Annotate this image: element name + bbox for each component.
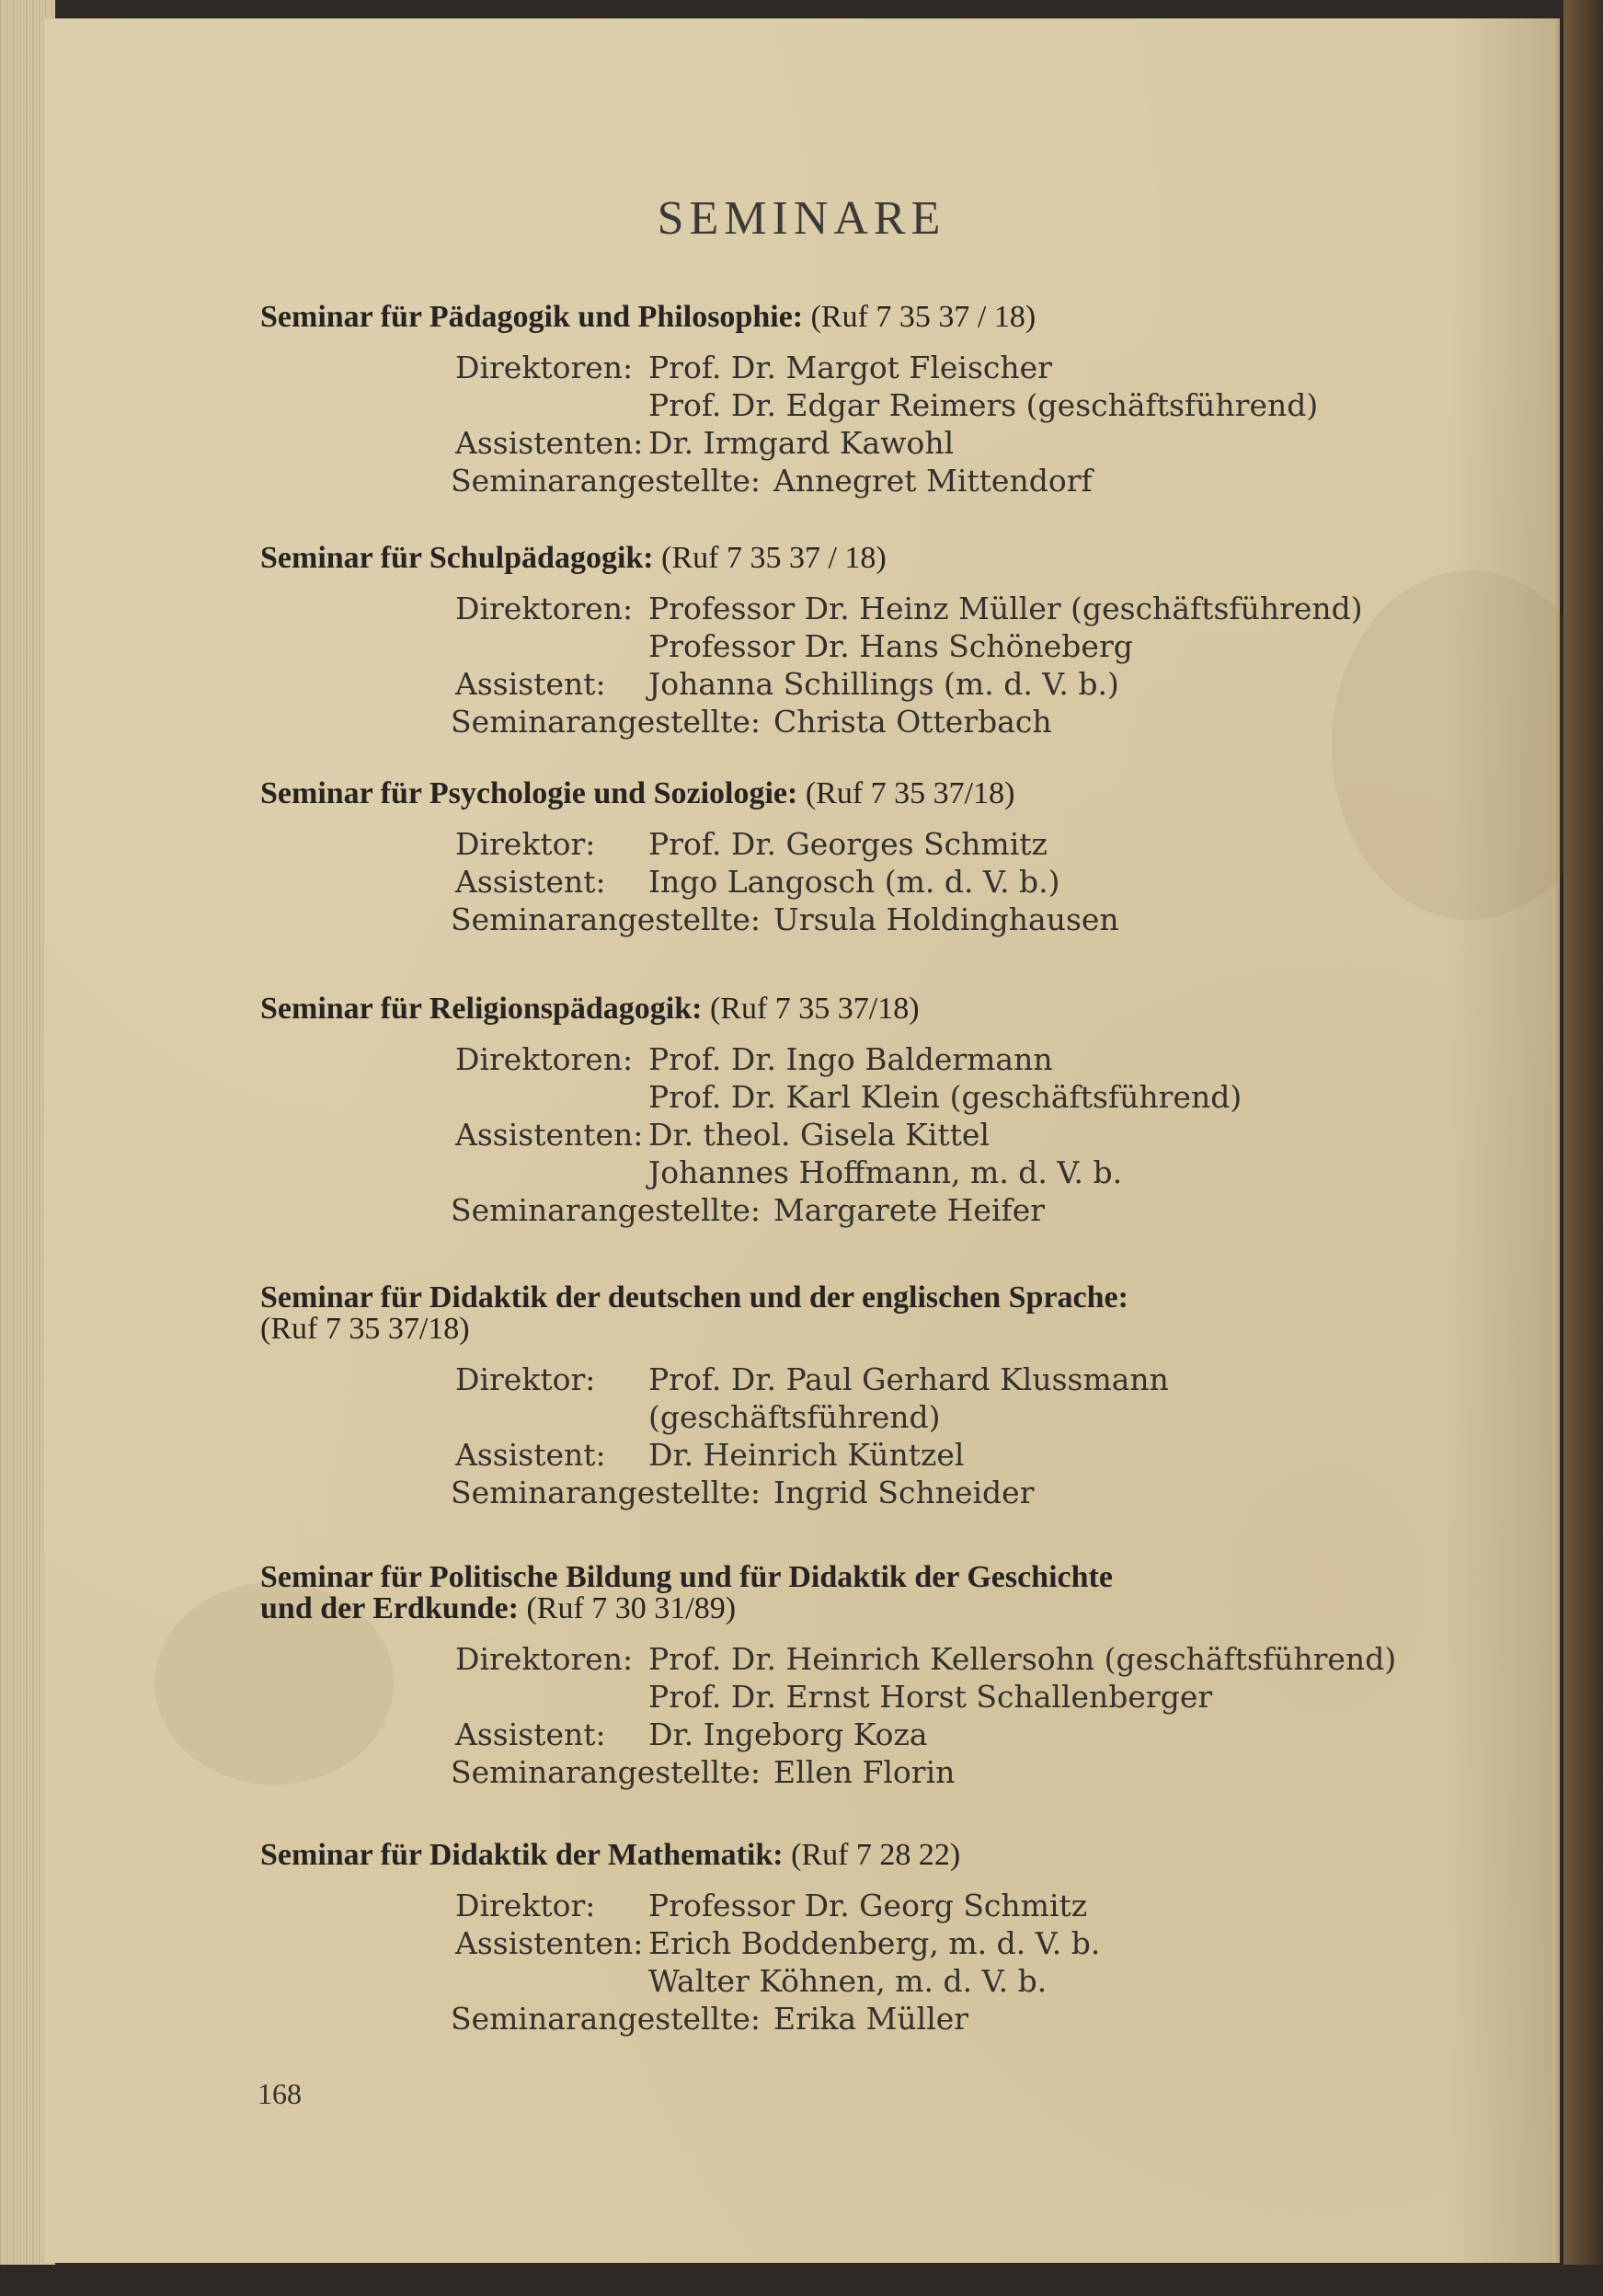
staff-role-label: Seminarangestellte: bbox=[451, 1754, 761, 1790]
staff-row bbox=[260, 1040, 1401, 1078]
staff-row bbox=[260, 627, 1401, 665]
section-heading bbox=[260, 993, 1401, 1025]
section-heading-text-2: und der Erdkunde: bbox=[260, 1591, 519, 1625]
staff-row bbox=[260, 1191, 1401, 1229]
section-heading-text: Seminar für Psychologie und Soziologie: bbox=[260, 776, 798, 810]
section-heading-text: Seminar für Didaktik der deutschen und der englischen Sprache: bbox=[260, 1280, 1128, 1314]
staff-name: Ursula Holdinghausen bbox=[773, 901, 1119, 937]
section-heading bbox=[260, 302, 1401, 333]
staff-name: Professor Dr. Georg Schmitz bbox=[648, 1888, 1088, 1923]
staff-row bbox=[260, 1924, 1401, 1962]
section-heading bbox=[260, 1282, 1401, 1345]
staff-row bbox=[260, 1962, 1401, 2000]
section-phone: (Ruf 7 28 22) bbox=[791, 1838, 961, 1872]
staff-role-label: Seminarangestellte: bbox=[451, 463, 761, 499]
staff-name: Dr. theol. Gisela Kittel bbox=[648, 1117, 990, 1153]
staff-row bbox=[260, 1398, 1401, 1436]
staff-name: Prof. Dr. Karl Klein (geschäftsführend) bbox=[648, 1079, 1242, 1115]
staff-role-label: Assistent: bbox=[455, 1716, 606, 1752]
staff-role-label: Seminarangestellte: bbox=[451, 704, 761, 740]
seminar-section bbox=[260, 993, 1401, 1229]
section-phone: (Ruf 7 35 37/18) bbox=[260, 1312, 470, 1346]
section-heading bbox=[260, 1840, 1401, 1871]
staff-role-label bbox=[260, 386, 648, 424]
staff-role-label: Assistent: bbox=[455, 1437, 606, 1473]
section-rows bbox=[260, 349, 1401, 499]
section-heading bbox=[260, 1562, 1401, 1624]
seminar-section bbox=[260, 1840, 1401, 2038]
staff-name: Erika Müller bbox=[773, 2001, 969, 2037]
staff-name: Prof. Dr. Edgar Reimers (geschäftsführend) bbox=[648, 387, 1319, 423]
section-heading bbox=[260, 778, 1401, 809]
staff-row bbox=[260, 462, 1401, 499]
seminar-section bbox=[260, 302, 1401, 499]
staff-row bbox=[260, 1154, 1401, 1191]
staff-role-label: Direktoren: bbox=[455, 1641, 634, 1677]
seminar-section bbox=[260, 778, 1401, 938]
section-heading-text: Seminar für Pädagogik und Philosophie: bbox=[260, 300, 804, 334]
section-heading-text: Seminar für Religionspädagogik: bbox=[260, 992, 703, 1026]
staff-row bbox=[260, 590, 1401, 627]
seminar-section bbox=[260, 1562, 1401, 1791]
staff-name: Annegret Mittendorf bbox=[773, 463, 1093, 499]
staff-row bbox=[260, 1716, 1401, 1753]
staff-name: Prof. Dr. Ernst Horst Schallenberger bbox=[648, 1679, 1213, 1715]
staff-name: Professor Dr. Heinz Müller (geschäftsführend) bbox=[648, 591, 1363, 626]
staff-row bbox=[260, 349, 1401, 386]
staff-role-label bbox=[260, 1078, 648, 1116]
seminar-section bbox=[260, 1282, 1401, 1511]
section-heading bbox=[260, 543, 1401, 574]
page-number: 168 bbox=[258, 2077, 302, 2110]
staff-role-label: Direktoren: bbox=[455, 1041, 634, 1077]
staff-role-label bbox=[260, 1962, 648, 2000]
staff-role-label bbox=[260, 1154, 648, 1191]
staff-row bbox=[260, 863, 1401, 901]
staff-role-label: Seminarangestellte: bbox=[451, 901, 761, 937]
section-heading-text: Seminar für Didaktik der Mathematik: bbox=[260, 1838, 784, 1872]
staff-name: Dr. Irmgard Kawohl bbox=[648, 425, 955, 461]
section-rows bbox=[260, 590, 1401, 740]
section-phone: (Ruf 7 35 37/18) bbox=[805, 776, 1015, 810]
staff-name: Ingrid Schneider bbox=[773, 1475, 1035, 1510]
staff-role-label bbox=[260, 627, 648, 665]
staff-name: Dr. Ingeborg Koza bbox=[648, 1716, 928, 1752]
section-rows bbox=[260, 1360, 1401, 1511]
staff-role-label: Seminarangestellte: bbox=[451, 1475, 761, 1510]
staff-name: Professor Dr. Hans Schöneberg bbox=[648, 628, 1133, 664]
staff-row bbox=[260, 1116, 1401, 1154]
staff-role-label: Direktor: bbox=[455, 826, 596, 862]
staff-row bbox=[260, 1753, 1401, 1791]
section-phone: (Ruf 7 35 37 / 18) bbox=[810, 300, 1036, 334]
staff-role-label bbox=[260, 1398, 648, 1436]
section-rows bbox=[260, 825, 1401, 938]
staff-row bbox=[260, 901, 1401, 938]
staff-role-label: Assistent: bbox=[455, 864, 606, 900]
section-phone: (Ruf 7 35 37/18) bbox=[709, 992, 920, 1026]
staff-row bbox=[260, 665, 1401, 703]
staff-row bbox=[260, 1078, 1401, 1116]
staff-name: Ellen Florin bbox=[773, 1754, 956, 1790]
staff-name: (geschäftsführend) bbox=[648, 1399, 941, 1435]
staff-row bbox=[260, 825, 1401, 863]
staff-row bbox=[260, 1360, 1401, 1398]
staff-name: Prof. Dr. Paul Gerhard Klussmann bbox=[648, 1361, 1169, 1397]
section-rows bbox=[260, 1640, 1401, 1791]
section-phone: (Ruf 7 30 31/89) bbox=[526, 1591, 737, 1625]
staff-row bbox=[260, 703, 1401, 740]
staff-row bbox=[260, 1474, 1401, 1511]
staff-row bbox=[260, 386, 1401, 424]
staff-role-label: Assistenten: bbox=[455, 1117, 644, 1153]
staff-row bbox=[260, 1640, 1401, 1678]
staff-role-label bbox=[260, 1678, 648, 1716]
page-title: SEMINARE bbox=[657, 192, 946, 245]
staff-name: Prof. Dr. Georges Schmitz bbox=[648, 826, 1048, 862]
staff-role-label: Assistent: bbox=[455, 666, 606, 702]
staff-name: Margarete Heifer bbox=[773, 1192, 1046, 1228]
staff-role-label: Seminarangestellte: bbox=[451, 1192, 761, 1228]
staff-name: Prof. Dr. Ingo Baldermann bbox=[648, 1041, 1053, 1077]
staff-name: Erich Boddenberg, m. d. V. b. bbox=[648, 1925, 1101, 1961]
staff-name: Johanna Schillings (m. d. V. b.) bbox=[648, 666, 1119, 702]
staff-name: Dr. Heinrich Küntzel bbox=[648, 1437, 965, 1473]
section-rows bbox=[260, 1887, 1401, 2038]
staff-role-label: Direktor: bbox=[455, 1361, 596, 1397]
staff-name: Prof. Dr. Margot Fleischer bbox=[648, 350, 1052, 385]
scan-top-border bbox=[0, 0, 1603, 17]
staff-row bbox=[260, 1887, 1401, 1924]
staff-row bbox=[260, 2000, 1401, 2038]
seminar-section bbox=[260, 543, 1401, 740]
staff-role-label: Assistenten: bbox=[455, 425, 644, 461]
staff-name: Prof. Dr. Heinrich Kellersohn (geschäftsführend) bbox=[648, 1641, 1397, 1677]
section-heading-text: Seminar für Politische Bildung und für Didaktik der Geschichte bbox=[260, 1560, 1113, 1594]
staff-role-label: Direktor: bbox=[455, 1888, 596, 1923]
staff-role-label: Seminarangestellte: bbox=[451, 2001, 761, 2037]
section-phone: (Ruf 7 35 37 / 18) bbox=[661, 541, 887, 575]
scan-bottom-border bbox=[0, 2265, 1603, 2296]
book-binding bbox=[1563, 0, 1603, 2296]
section-heading-text: Seminar für Schulpädagogik: bbox=[260, 541, 654, 575]
staff-name: Christa Otterbach bbox=[773, 704, 1052, 740]
staff-row bbox=[260, 424, 1401, 462]
section-rows bbox=[260, 1040, 1401, 1229]
staff-row bbox=[260, 1678, 1401, 1716]
staff-role-label: Direktoren: bbox=[455, 350, 634, 385]
staff-row bbox=[260, 1436, 1401, 1474]
staff-name: Ingo Langosch (m. d. V. b.) bbox=[648, 864, 1060, 900]
staff-role-label: Assistenten: bbox=[455, 1925, 644, 1961]
staff-role-label: Direktoren: bbox=[455, 591, 634, 626]
staff-name: Johannes Hoffmann, m. d. V. b. bbox=[648, 1154, 1123, 1190]
staff-name: Walter Köhnen, m. d. V. b. bbox=[648, 1963, 1048, 1999]
